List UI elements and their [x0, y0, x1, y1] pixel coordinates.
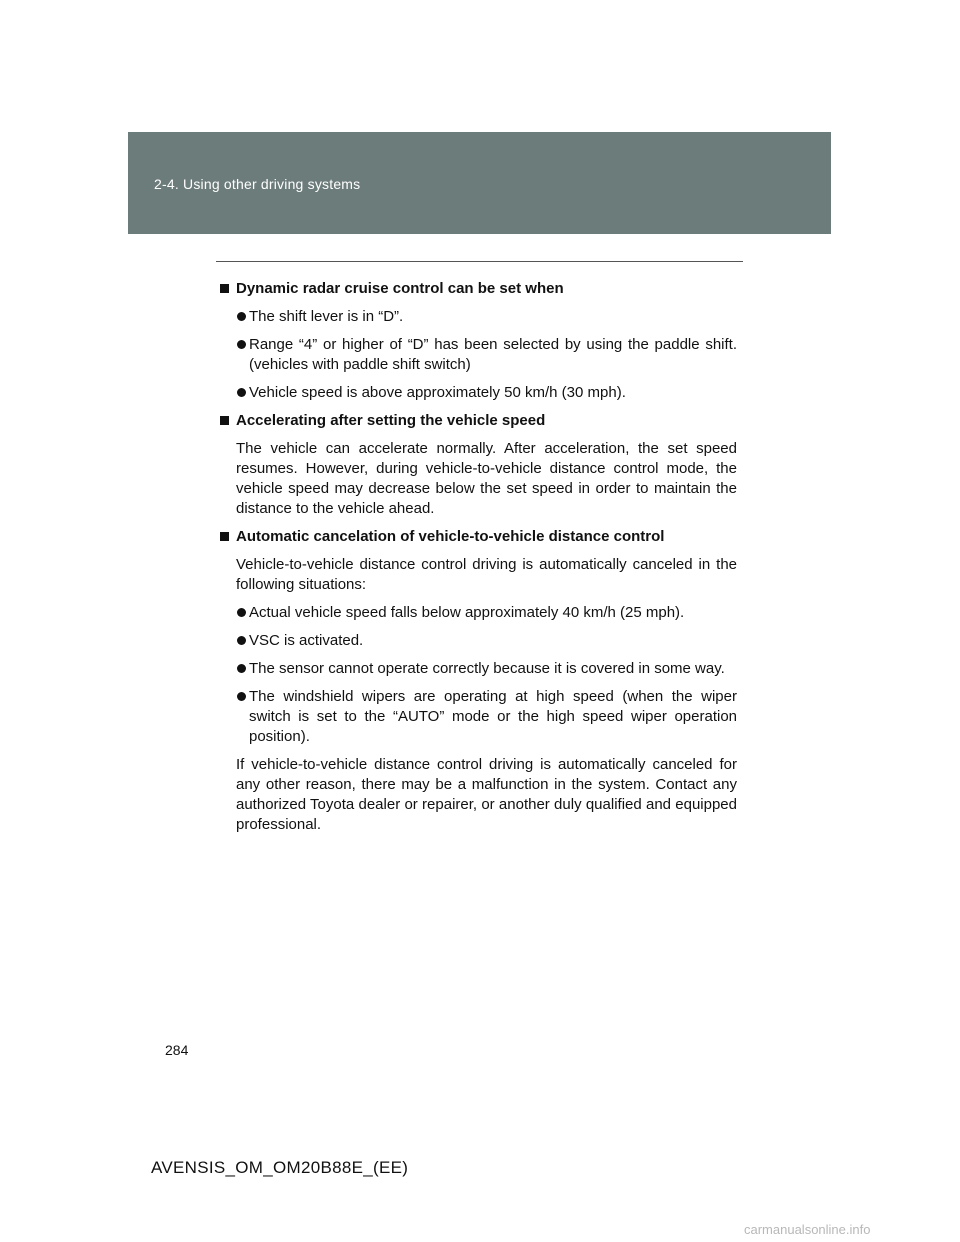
list-item — [220, 335, 737, 375]
heading-text: Accelerating after setting the vehicle speed — [236, 412, 546, 429]
list-item-text: The sensor cannot operate correctly because it is covered in some way. — [249, 660, 725, 677]
section-title: 2-4. Using other driving systems — [154, 176, 361, 192]
header-rule — [216, 261, 743, 262]
list-item-text: VSC is activated. — [249, 632, 364, 649]
section-heading-automatic-cancelation — [220, 527, 737, 547]
round-bullet-icon — [237, 340, 246, 349]
round-bullet-icon — [237, 664, 246, 673]
square-bullet-icon — [220, 284, 229, 293]
round-bullet-icon — [237, 312, 246, 321]
list-item — [220, 631, 737, 651]
page-content — [220, 279, 737, 843]
round-bullet-icon — [237, 608, 246, 617]
list-item — [220, 687, 737, 747]
document-code: AVENSIS_OM_OM20B88E_(EE) — [151, 1158, 409, 1177]
list-item — [220, 383, 737, 403]
paragraph: Vehicle-to-vehicle distance control driving is automatically canceled in the following situations: — [236, 556, 737, 593]
list-item-text: The shift lever is in “D”. — [249, 308, 404, 325]
section-heading-accelerating — [220, 411, 737, 431]
list-item — [220, 659, 737, 679]
page-number: 284 — [165, 1042, 189, 1058]
list-item-text: Range “4” or higher of “D” has been selected by using the paddle shift. (vehicles with paddle shift switch) — [249, 336, 737, 373]
section-header-band — [128, 132, 831, 234]
round-bullet-icon — [237, 692, 246, 701]
heading-text: Dynamic radar cruise control can be set when — [236, 280, 564, 297]
round-bullet-icon — [237, 636, 246, 645]
paragraph: If vehicle-to-vehicle distance control driving is automatically canceled for any other reason, there may be a malfunction in the system. Contact any authorized Toyota dealer or repairer, or another duly qualified and equipped professional. — [236, 756, 737, 833]
square-bullet-icon — [220, 416, 229, 425]
section-heading-set-conditions — [220, 279, 737, 299]
list-item-text: The windshield wipers are operating at high speed (when the wiper switch is set to the “AUTO” mode or the high speed wiper operation position). — [249, 688, 737, 745]
list-item — [220, 603, 737, 623]
square-bullet-icon — [220, 532, 229, 541]
heading-text: Automatic cancelation of vehicle-to-vehicle distance control — [236, 528, 665, 545]
list-item-text: Vehicle speed is above approximately 50 km/h (30 mph). — [249, 384, 626, 401]
watermark-text: carmanualsonline.info — [744, 1222, 871, 1237]
list-item-text: Actual vehicle speed falls below approximately 40 km/h (25 mph). — [249, 604, 685, 621]
list-item — [220, 307, 737, 327]
round-bullet-icon — [237, 388, 246, 397]
paragraph: The vehicle can accelerate normally. After acceleration, the set speed resumes. However, during vehicle-to-vehicle distance control mode, the vehicle speed may decrease below the set speed in order to maintain the distance to the vehicle ahead. — [236, 440, 737, 517]
